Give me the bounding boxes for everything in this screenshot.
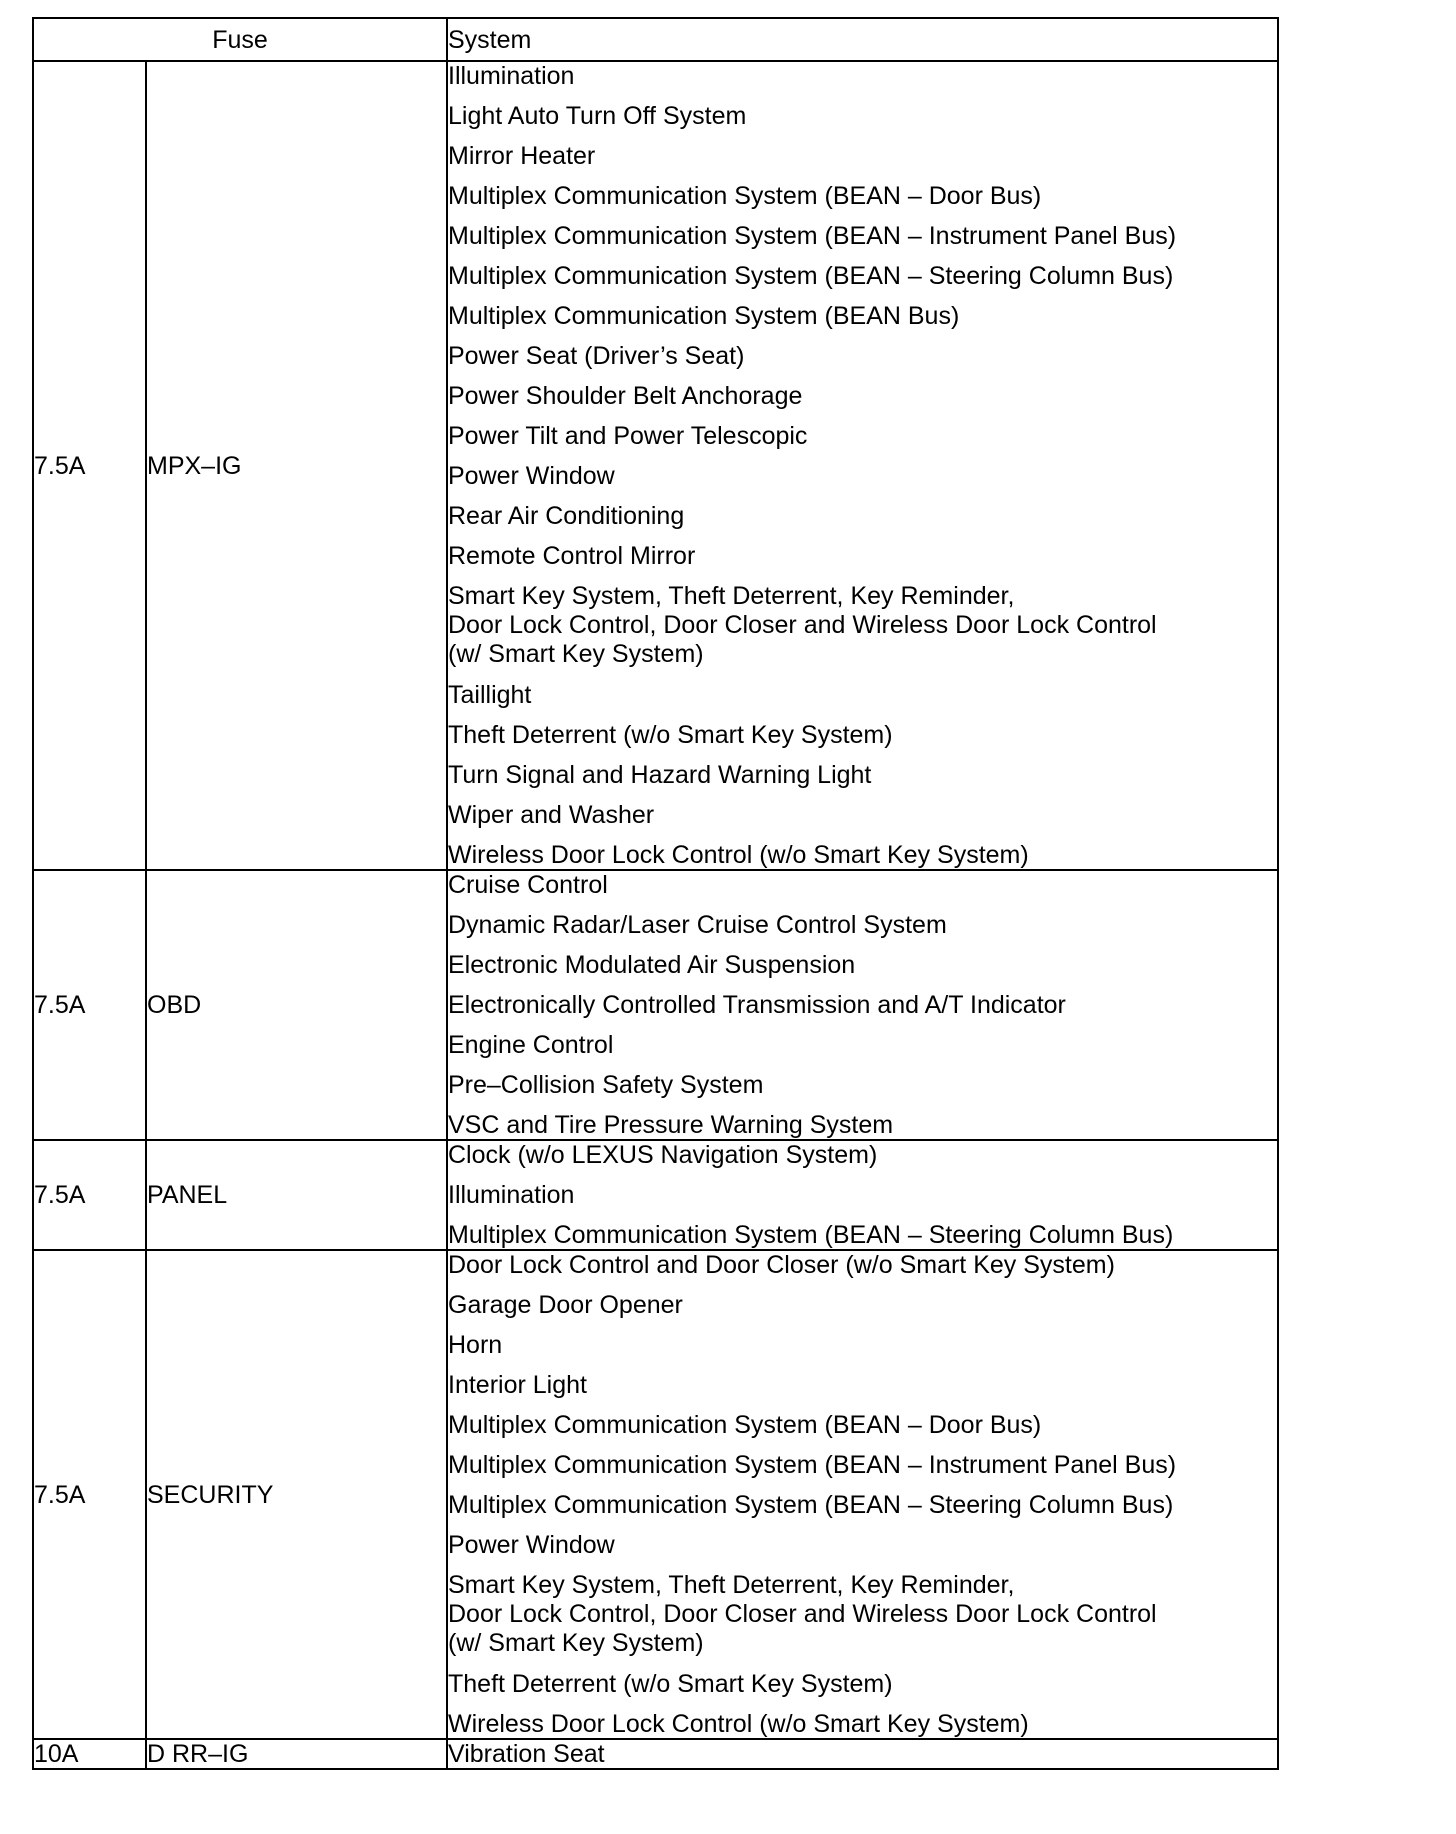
header-system: System <box>447 18 1278 61</box>
system-item: Mirror Heater <box>448 142 596 170</box>
system-item: Multiplex Communication System (BEAN – Instrument Panel Bus) <box>448 222 1177 250</box>
fuse-table <box>32 17 1279 1770</box>
table-row <box>33 870 1278 1140</box>
fuse-amperage: 7.5A <box>33 1140 146 1250</box>
system-item: Door Lock Control and Door Closer (w/o Smart Key System) <box>448 1251 1115 1279</box>
system-item: Illumination <box>448 1181 575 1209</box>
header-fuse: Fuse <box>33 18 447 61</box>
system-item: Multiplex Communication System (BEAN – Steering Column Bus) <box>448 262 1174 290</box>
system-item: Pre–Collision Safety System <box>448 1071 764 1099</box>
table-row <box>33 1140 1278 1250</box>
system-item: Multiplex Communication System (BEAN – Steering Column Bus) <box>448 1221 1174 1249</box>
system-item: Power Tilt and Power Telescopic <box>448 422 808 450</box>
system-item: Power Seat (Driver’s Seat) <box>448 342 745 370</box>
system-item: Smart Key System, Theft Deterrent, Key Reminder, Door Lock Control, Door Closer and Wireless Door Lock Control (w/ Smart Key System) <box>448 1571 1157 1657</box>
table-row <box>33 1250 1278 1739</box>
system-item: VSC and Tire Pressure Warning System <box>448 1111 894 1139</box>
system-item: Wireless Door Lock Control (w/o Smart Key System) <box>448 1710 1029 1738</box>
fuse-name: OBD <box>146 870 447 1140</box>
system-item: Multiplex Communication System (BEAN – Door Bus) <box>448 182 1042 210</box>
system-item: Garage Door Opener <box>448 1291 683 1319</box>
fuse-systems <box>447 1140 1278 1250</box>
system-item: Remote Control Mirror <box>448 542 696 570</box>
table-row <box>33 61 1278 870</box>
system-item: Multiplex Communication System (BEAN – Steering Column Bus) <box>448 1491 1174 1519</box>
fuse-systems <box>447 1250 1278 1739</box>
system-item: Cruise Control <box>448 871 608 899</box>
system-item: Taillight <box>448 681 532 709</box>
system-item: Multiplex Communication System (BEAN Bus) <box>448 302 960 330</box>
table-row <box>33 1739 1278 1769</box>
system-item: Vibration Seat <box>448 1740 605 1768</box>
system-item: Turn Signal and Hazard Warning Light <box>448 761 872 789</box>
fuse-name: PANEL <box>146 1140 447 1250</box>
system-item: Power Shoulder Belt Anchorage <box>448 382 803 410</box>
system-item: Smart Key System, Theft Deterrent, Key Reminder, Door Lock Control, Door Closer and Wireless Door Lock Control (w/ Smart Key System) <box>448 582 1157 668</box>
fuse-systems <box>447 870 1278 1140</box>
header-row <box>33 18 1278 61</box>
fuse-name: SECURITY <box>146 1250 447 1739</box>
system-item: Wiper and Washer <box>448 801 655 829</box>
fuse-table-body <box>33 61 1278 1769</box>
fuse-name: D RR–IG <box>146 1739 447 1769</box>
system-item: Theft Deterrent (w/o Smart Key System) <box>448 1670 893 1698</box>
fuse-systems <box>447 61 1278 870</box>
system-item: Illumination <box>448 62 575 90</box>
system-item: Multiplex Communication System (BEAN – Door Bus) <box>448 1411 1042 1439</box>
system-item: Power Window <box>448 1531 615 1559</box>
fuse-amperage: 7.5A <box>33 870 146 1140</box>
fuse-amperage: 7.5A <box>33 1250 146 1739</box>
system-item: Theft Deterrent (w/o Smart Key System) <box>448 721 893 749</box>
system-item: Electronically Controlled Transmission and A/T Indicator <box>448 991 1066 1019</box>
system-item: Dynamic Radar/Laser Cruise Control System <box>448 911 947 939</box>
system-item: Power Window <box>448 462 615 490</box>
system-item: Rear Air Conditioning <box>448 502 685 530</box>
fuse-name: MPX–IG <box>146 61 447 870</box>
fuse-amperage: 10A <box>33 1739 146 1769</box>
system-item: Light Auto Turn Off System <box>448 102 747 130</box>
system-item: Interior Light <box>448 1371 587 1399</box>
system-item: Clock (w/o LEXUS Navigation System) <box>448 1141 878 1169</box>
fuse-amperage: 7.5A <box>33 61 146 870</box>
system-item: Horn <box>448 1331 503 1359</box>
system-item: Wireless Door Lock Control (w/o Smart Key System) <box>448 841 1029 869</box>
system-item: Engine Control <box>448 1031 614 1059</box>
system-item: Multiplex Communication System (BEAN – Instrument Panel Bus) <box>448 1451 1177 1479</box>
fuse-systems <box>447 1739 1278 1769</box>
system-item: Electronic Modulated Air Suspension <box>448 951 856 979</box>
